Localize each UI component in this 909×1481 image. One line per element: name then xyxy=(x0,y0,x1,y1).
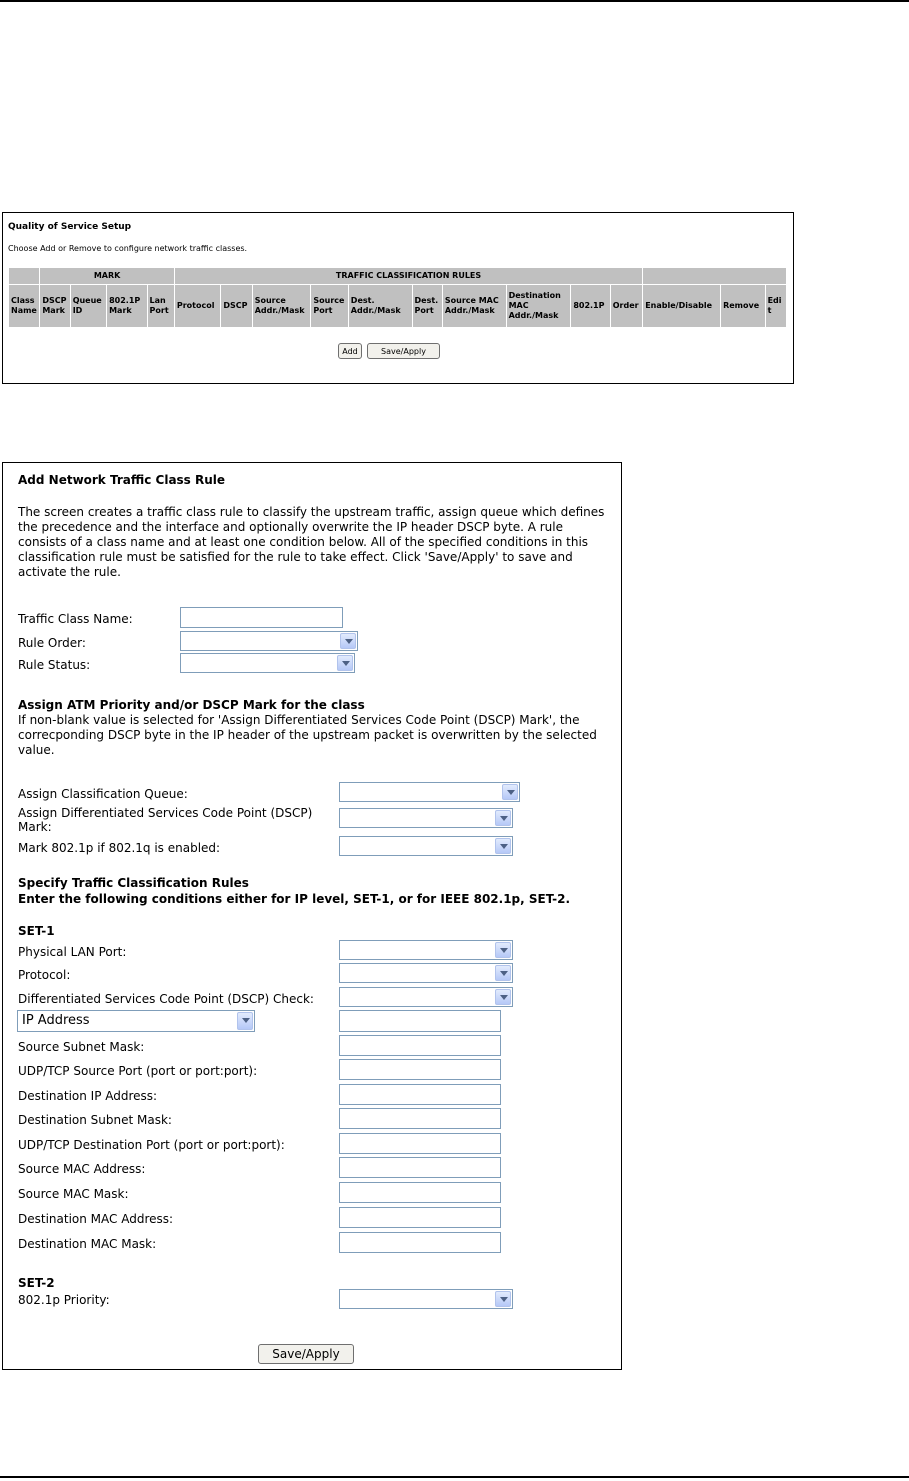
rule-status-select[interactable] xyxy=(180,653,355,673)
source-port-label: UDP/TCP Source Port (port or port:port): xyxy=(18,1064,258,1078)
qos-setup-panel xyxy=(2,212,794,384)
dest-subnet-mask-input[interactable] xyxy=(339,1108,501,1129)
set1-title: SET-1 xyxy=(18,924,55,938)
col-lan-port: Lan Port xyxy=(147,285,174,328)
dscp-check-label: Differentiated Services Code Point (DSCP) Check: xyxy=(18,992,314,1006)
source-port-input[interactable] xyxy=(339,1059,501,1080)
assign-section-description: If non-blank value is selected for 'Assign Differentiated Services Code Point (DSCP) Mark', the correcponding DSCP byte in the IP header of the upstream packet is overwritten by the selected value. xyxy=(18,713,597,757)
bottom-rule xyxy=(0,1476,909,1478)
col-source-addr-mask: Source Addr./Mask xyxy=(252,285,311,328)
source-mac-mask-input[interactable] xyxy=(339,1182,501,1203)
dest-port-label: UDP/TCP Destination Port (port or port:port): xyxy=(18,1138,285,1152)
traffic-class-table xyxy=(8,267,787,328)
dscp-mark-select[interactable] xyxy=(339,808,513,828)
source-subnet-mask-input[interactable] xyxy=(339,1035,501,1056)
rule-form-intro: The screen creates a traffic class rule to classify the upstream traffic, assign queue which defines the precedence and the interface and optionally overwrite the IP header DSCP byte. A rule consists of a class name and at least one condition below. All of the specified conditions in this classification rule must be satisfied for the rule to take effect. Click 'Save/Apply' to save and activate the rule. xyxy=(18,505,605,579)
qos-setup-description: Choose Add or Remove to configure network traffic classes. xyxy=(8,244,248,253)
col-dscp-mark: DSCP Mark xyxy=(40,285,70,328)
col-8021p: 802.1P xyxy=(571,285,610,328)
add-traffic-class-rule-panel xyxy=(2,462,622,1370)
ip-address-type-value: IP Address xyxy=(22,1013,90,1028)
priority-8021p-label: 802.1p Priority: xyxy=(18,1293,110,1307)
source-ip-address-input[interactable] xyxy=(339,1010,501,1032)
col-edit: Edit xyxy=(765,285,786,328)
chevron-down-icon xyxy=(340,633,356,649)
group-header-rules: TRAFFIC CLASSIFICATION RULES xyxy=(174,268,642,285)
group-header-mark: MARK xyxy=(40,268,175,285)
col-source-port: Source Port xyxy=(311,285,348,328)
col-8021p-mark: 802.1P Mark xyxy=(107,285,147,328)
specify-rules-subtitle: Enter the following conditions either for IP level, SET-1, or for IEEE 802.1p, SET-2. xyxy=(18,892,571,906)
col-order: Order xyxy=(610,285,642,328)
traffic-class-name-input[interactable] xyxy=(180,607,343,628)
col-protocol: Protocol xyxy=(174,285,221,328)
dest-subnet-mask-label: Destination Subnet Mask: xyxy=(18,1113,172,1127)
rule-order-label: Rule Order: xyxy=(18,636,86,650)
dest-mac-mask-label: Destination MAC Mask: xyxy=(18,1237,157,1251)
source-mac-address-label: Source MAC Address: xyxy=(18,1162,146,1176)
assign-section-title: Assign ATM Priority and/or DSCP Mark for the class xyxy=(18,698,365,712)
source-subnet-mask-label: Source Subnet Mask: xyxy=(18,1040,145,1054)
save-apply-button[interactable]: Save/Apply xyxy=(367,343,440,359)
col-dest-mac-mask: Destination MAC Addr./Mask xyxy=(506,285,571,328)
source-mac-address-input[interactable] xyxy=(339,1157,501,1178)
col-dest-port: Dest. Port xyxy=(412,285,442,328)
lan-port-label: Physical LAN Port: xyxy=(18,945,127,959)
chevron-down-icon xyxy=(337,655,353,671)
set2-title: SET-2 xyxy=(18,1276,55,1290)
col-source-mac-mask: Source MAC Addr./Mask xyxy=(442,285,506,328)
dscp-check-select[interactable] xyxy=(339,987,513,1007)
col-enable-disable: Enable/Disable xyxy=(643,285,721,328)
source-mac-mask-label: Source MAC Mask: xyxy=(18,1187,129,1201)
col-queue-id: Queue ID xyxy=(70,285,106,328)
chevron-down-icon xyxy=(495,965,511,981)
chevron-down-icon xyxy=(237,1012,253,1030)
dscp-mark-label: Assign Differentiated Services Code Point (DSCP) Mark: xyxy=(18,806,313,834)
col-class-name: Class Name xyxy=(9,285,40,328)
col-remove: Remove xyxy=(721,285,766,328)
classification-queue-select[interactable] xyxy=(339,782,520,802)
lan-port-select[interactable] xyxy=(339,940,513,960)
chevron-down-icon xyxy=(495,838,511,854)
dest-mac-address-label: Destination MAC Address: xyxy=(18,1212,174,1226)
dest-mac-address-input[interactable] xyxy=(339,1207,501,1228)
group-header-actions xyxy=(643,268,787,285)
dest-mac-mask-input[interactable] xyxy=(339,1232,501,1253)
group-header-blank xyxy=(9,268,40,285)
chevron-down-icon xyxy=(502,784,518,800)
col-dscp: DSCP xyxy=(221,285,252,328)
traffic-class-name-label: Traffic Class Name: xyxy=(18,612,133,626)
chevron-down-icon xyxy=(495,942,511,958)
priority-8021p-select[interactable] xyxy=(339,1289,513,1309)
mark-8021p-label: Mark 802.1p if 802.1q is enabled: xyxy=(18,841,221,855)
classification-queue-label: Assign Classification Queue: xyxy=(18,787,188,801)
chevron-down-icon xyxy=(495,810,511,826)
rule-save-apply-button[interactable]: Save/Apply xyxy=(258,1344,354,1364)
qos-setup-title: Quality of Service Setup xyxy=(8,222,132,232)
chevron-down-icon xyxy=(495,989,511,1005)
specify-rules-title: Specify Traffic Classification Rules xyxy=(18,876,249,890)
protocol-select[interactable] xyxy=(339,963,513,983)
add-button[interactable]: Add xyxy=(338,343,362,359)
mark-8021p-select[interactable] xyxy=(339,836,513,856)
col-dest-addr-mask: Dest. Addr./Mask xyxy=(348,285,412,328)
rule-status-label: Rule Status: xyxy=(18,658,91,672)
protocol-label: Protocol: xyxy=(18,968,71,982)
dest-ip-address-input[interactable] xyxy=(339,1084,501,1105)
top-rule xyxy=(0,0,909,2)
dest-ip-address-label: Destination IP Address: xyxy=(18,1089,158,1103)
chevron-down-icon xyxy=(495,1291,511,1307)
rule-form-title: Add Network Traffic Class Rule xyxy=(18,473,226,487)
rule-order-select[interactable] xyxy=(180,631,358,651)
ip-address-type-select[interactable] xyxy=(17,1010,255,1032)
dest-port-input[interactable] xyxy=(339,1133,501,1154)
